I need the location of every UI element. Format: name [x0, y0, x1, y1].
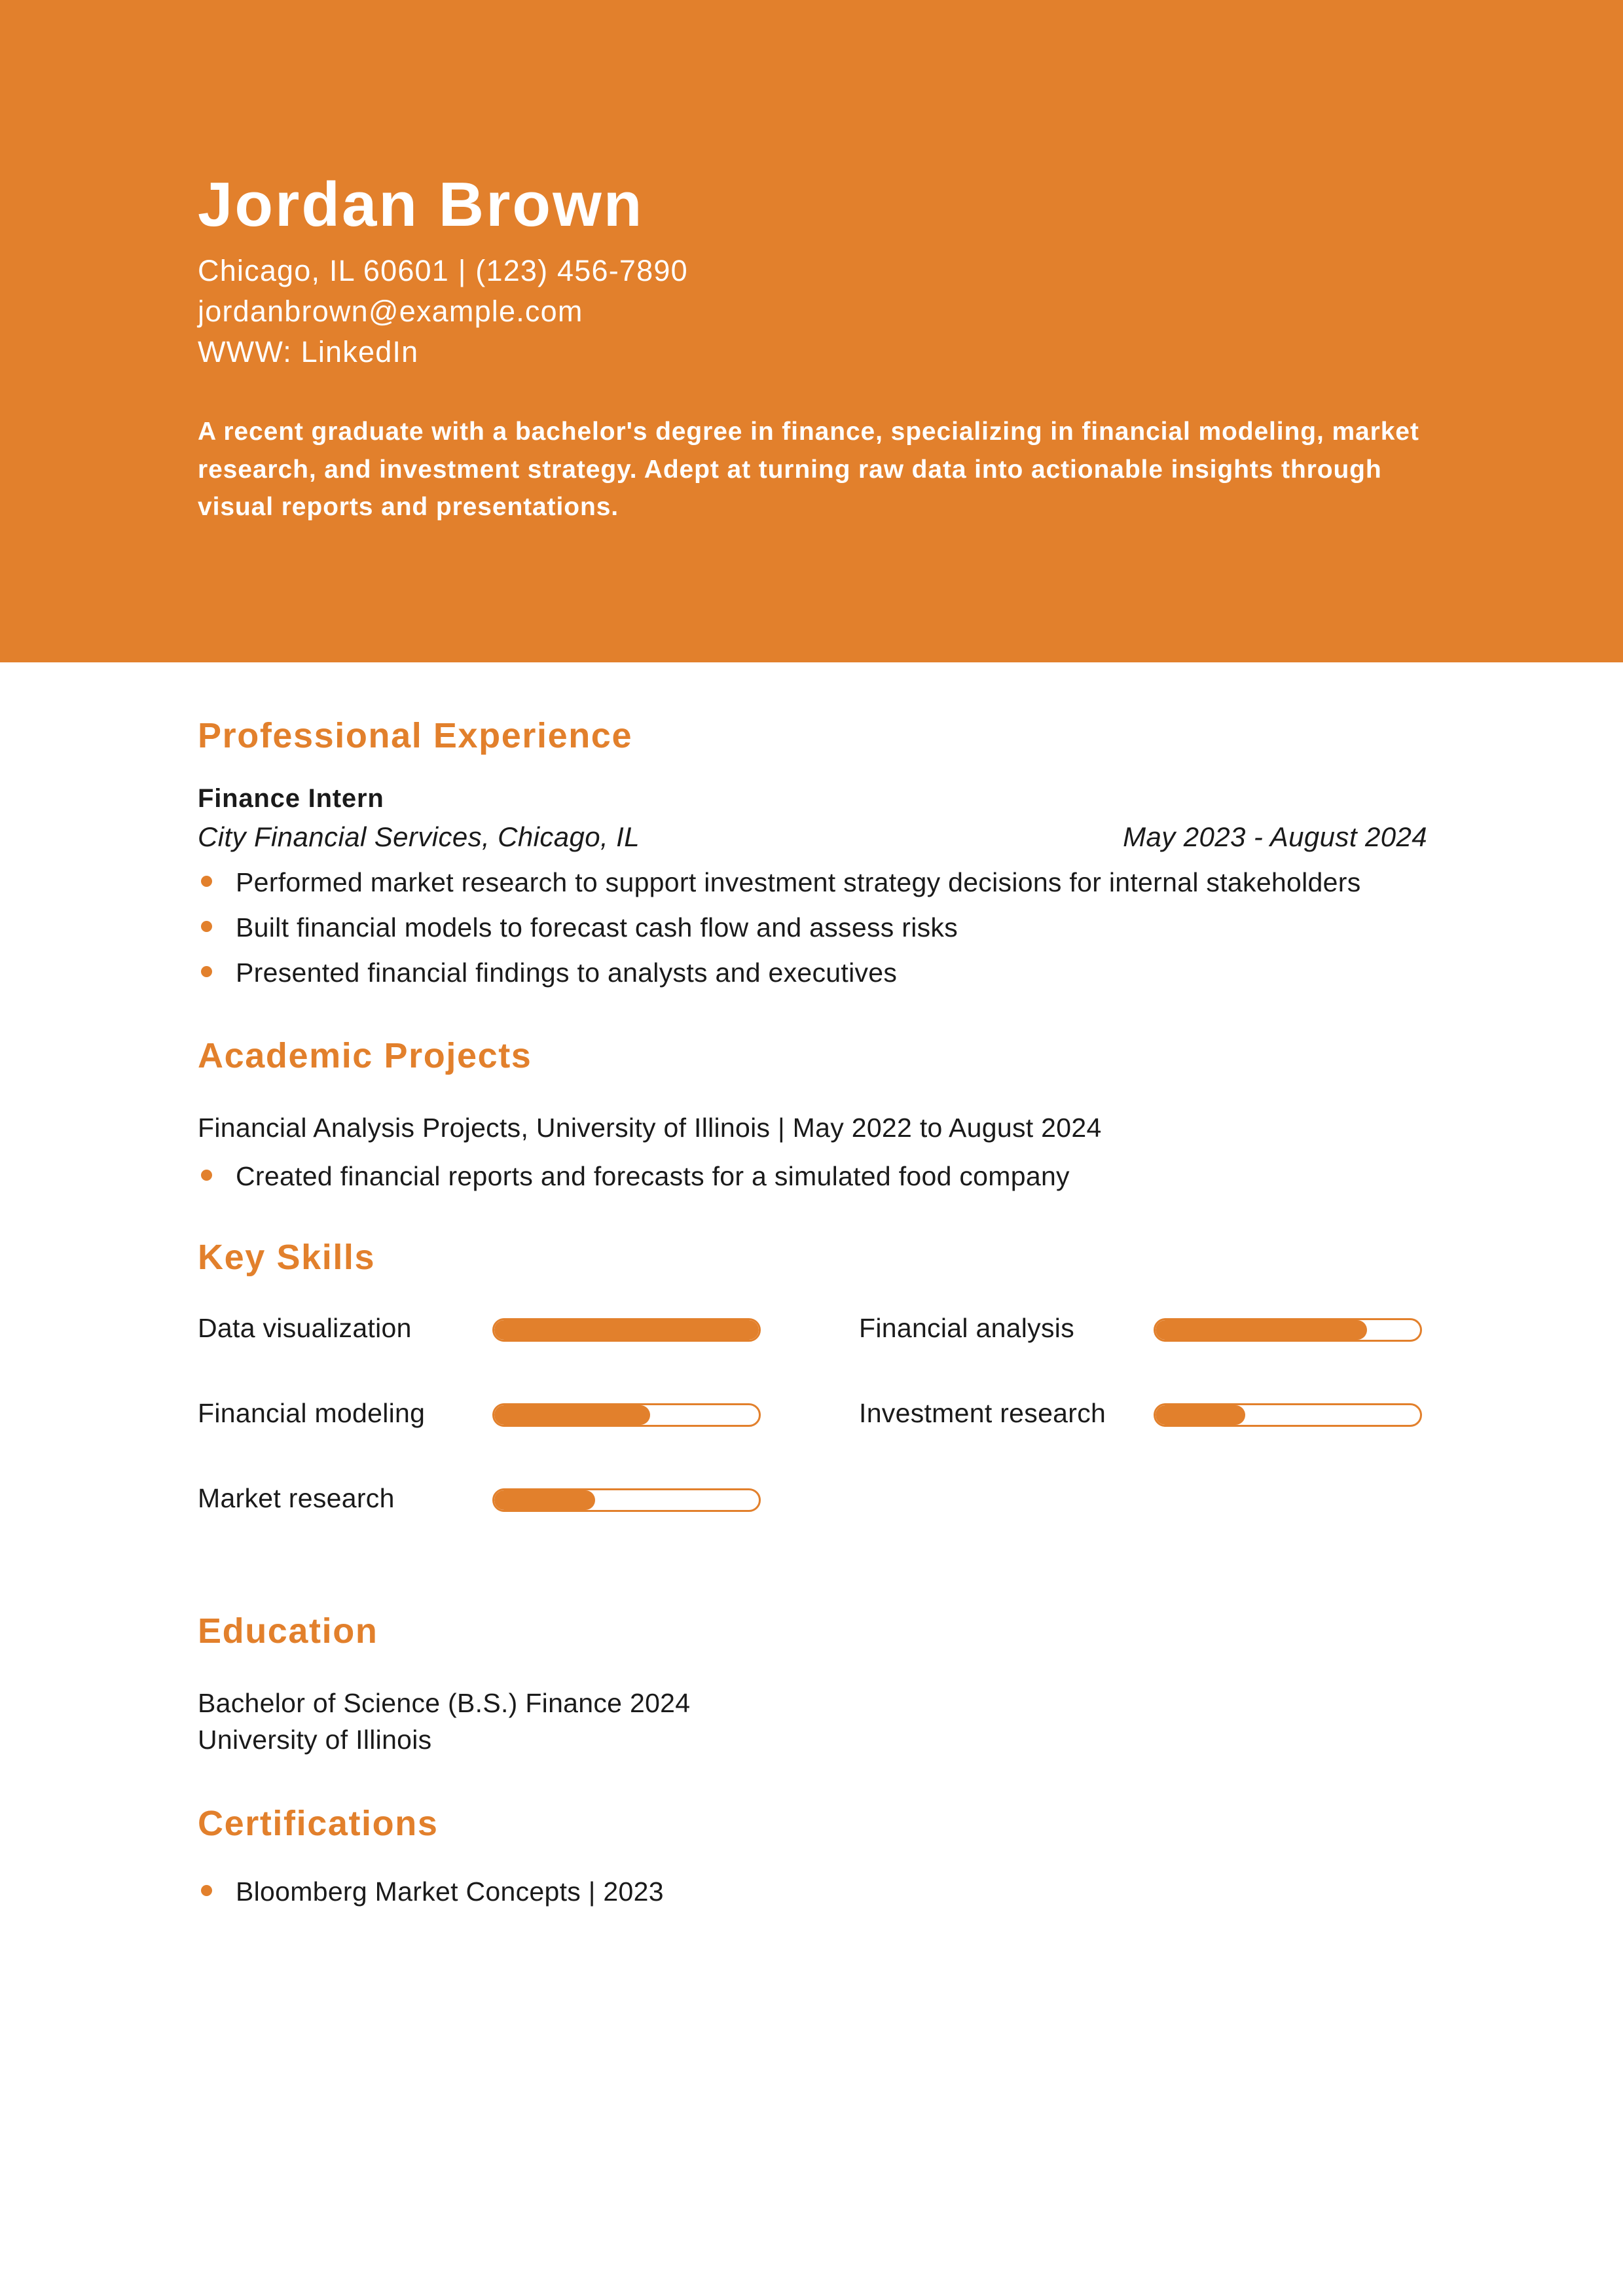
section-heading-projects: Academic Projects [198, 1035, 532, 1075]
skill-level-bar [492, 1488, 761, 1512]
contact-email: jordanbrown@example.com [198, 295, 583, 329]
section-heading-education: Education [198, 1611, 378, 1651]
skill-level-bar [492, 1403, 761, 1427]
skill-row-investment-research [859, 1394, 1427, 1479]
skill-level-fill [1156, 1405, 1245, 1425]
list-item [198, 1874, 1427, 1910]
skill-level-fill [494, 1490, 595, 1510]
bullet-text: Created financial reports and forecasts for a simulated food company [236, 1160, 1070, 1191]
skill-level-fill [494, 1320, 759, 1340]
education-entry [198, 1685, 1427, 1758]
skill-label: Market research [198, 1482, 395, 1513]
skill-level-fill [494, 1405, 650, 1425]
bullet-dot-icon [201, 1170, 212, 1181]
experience-bullet-list [198, 865, 1427, 992]
skill-label: Financial modeling [198, 1397, 426, 1428]
bullet-text: Performed market research to support investment strategy decisions for internal stakeholders [236, 867, 1361, 897]
section-academic-projects [198, 1037, 1427, 1194]
certifications-bullet-list [198, 1874, 1427, 1910]
list-item [198, 910, 1427, 946]
section-heading-skills: Key Skills [198, 1238, 376, 1278]
skill-row-market-research [198, 1479, 859, 1564]
skill-level-bar [492, 1318, 761, 1342]
skill-level-fill [1156, 1320, 1367, 1340]
skill-level-bar [1154, 1318, 1422, 1342]
skill-row-data-visualization [198, 1309, 859, 1394]
bullet-text: Presented financial findings to analysts and executives [236, 958, 898, 988]
bullet-dot-icon [201, 966, 212, 977]
education-school: University of Illinois [198, 1724, 432, 1755]
projects-bullet-list [198, 1158, 1427, 1194]
professional-summary: A recent graduate with a bachelor's degree in finance, specializing in financial modeling, market research, and investment strategy. Adept at turning raw data into actionable insights through visual reports and presentations. [198, 418, 1419, 521]
skill-row-financial-modeling [198, 1394, 859, 1479]
resume-header-band [0, 0, 1623, 662]
list-item [198, 1158, 1427, 1194]
list-item [198, 865, 1427, 901]
bullet-dot-icon [201, 1885, 212, 1896]
contact-website: WWW: LinkedIn [198, 335, 419, 369]
section-education [198, 1613, 1427, 1758]
section-heading-certifications: Certifications [198, 1804, 439, 1844]
skill-level-bar [1154, 1403, 1422, 1427]
section-certifications [198, 1805, 1427, 1910]
bullet-text: Built financial models to forecast cash flow and assess risks [236, 912, 958, 943]
education-degree: Bachelor of Science (B.S.) Finance 2024 [198, 1688, 691, 1719]
section-heading-experience: Professional Experience [198, 716, 633, 755]
contact-location-phone: Chicago, IL 60601 | (123) 456-7890 [198, 254, 688, 287]
skill-label: Investment research [859, 1397, 1106, 1428]
skills-grid [198, 1309, 1427, 1564]
section-key-skills [198, 1239, 1427, 1564]
project-heading: Financial Analysis Projects, University of Illinois | May 2022 to August 2024 [198, 1113, 1102, 1143]
job-dates: May 2023 - August 2024 [1123, 821, 1427, 852]
resume-body [0, 717, 1623, 1910]
job-title: Finance Intern [198, 783, 384, 813]
skill-label: Data visualization [198, 1312, 412, 1343]
job-meta-row [198, 821, 1427, 853]
bullet-dot-icon [201, 921, 212, 932]
job-company: City Financial Services, Chicago, IL [198, 821, 640, 852]
bullet-dot-icon [201, 876, 212, 887]
bullet-text: Bloomberg Market Concepts | 2023 [236, 1876, 664, 1907]
list-item [198, 955, 1427, 991]
page-title: Jordan Brown [198, 170, 644, 240]
skill-label: Financial analysis [859, 1312, 1074, 1343]
section-professional-experience [198, 717, 1427, 992]
skills-grid-spacer [859, 1479, 1427, 1564]
skill-row-financial-analysis [859, 1309, 1427, 1394]
